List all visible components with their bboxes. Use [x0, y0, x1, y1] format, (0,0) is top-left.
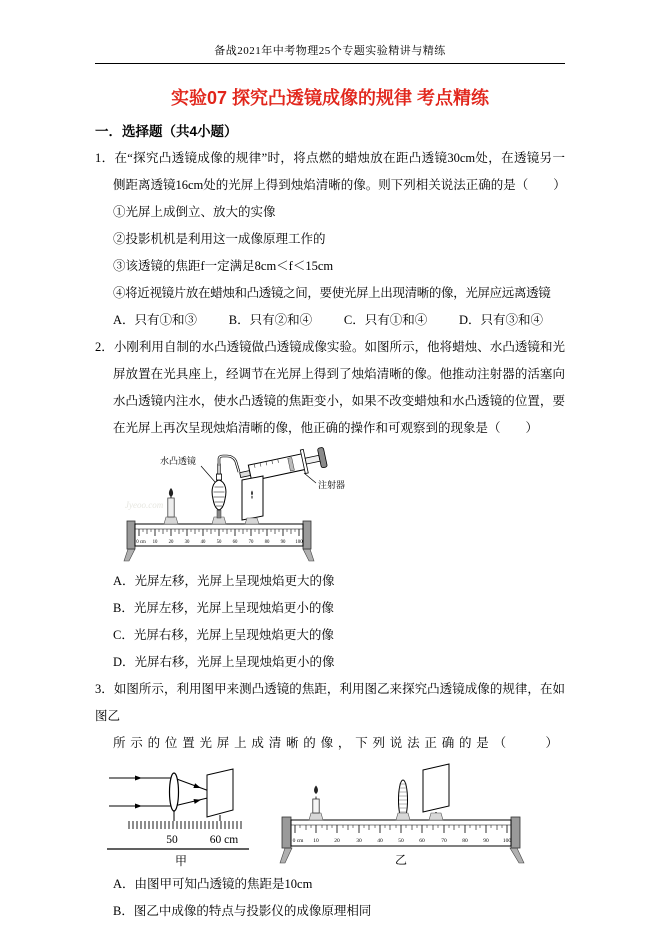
- watermark: Jyeoo.com: [125, 500, 164, 510]
- question-1-options: [95, 307, 565, 334]
- ray-arrow: [194, 797, 202, 803]
- question-2-option-b: B．光屏左移，光屏上呈现烛焰更小的像: [113, 601, 334, 615]
- syringe-rod: [305, 455, 320, 464]
- position-label-60cm: 60 cm: [209, 834, 239, 846]
- ruler-number: 60: [419, 838, 425, 844]
- ruler-number: 70: [248, 540, 254, 545]
- figure-caption-jia: 甲: [174, 854, 188, 868]
- candle-flame: [169, 488, 173, 497]
- question-1-item-4: ④将近视镜片放在蜡烛和凸透镜之间，要使光屏上出现清晰的像，光屏应远离透镜: [113, 286, 551, 300]
- question-2-option-c: C．光屏右移，光屏上呈现烛焰更大的像: [113, 628, 334, 642]
- ruler-number: 100: [295, 540, 303, 545]
- ruler-number: 20: [168, 540, 174, 545]
- ruler-number: 30: [184, 540, 190, 545]
- ruler-number: 10: [152, 540, 158, 545]
- candle: [309, 786, 323, 821]
- screen-board: [207, 769, 233, 817]
- doc-header: [95, 42, 565, 64]
- question-3: [95, 676, 565, 925]
- bench-leg-right: [303, 549, 314, 561]
- ruler-number: 60: [232, 540, 238, 545]
- ruler-number: 50: [216, 540, 222, 545]
- figure-caption-yi: 乙: [394, 853, 408, 867]
- ruler-number: 0 cm: [136, 540, 146, 545]
- question-1: [95, 145, 565, 334]
- bench-cap-right: [511, 817, 520, 848]
- option-d: D．只有③和④: [458, 313, 543, 327]
- position-label-50: 50: [166, 834, 178, 846]
- candle: [164, 488, 178, 524]
- figure-water-lens-bench: [123, 444, 565, 566]
- header-text: 备战2021年中考物理25个专题实验精讲与精练: [214, 45, 446, 57]
- question-3-option-b: B．图乙中成像的特点与投影仪的成像原理相同: [113, 904, 372, 918]
- question-2-option-a: A．光屏左移，光屏上呈现烛焰更大的像: [113, 574, 335, 588]
- ruler-number: 90: [280, 540, 286, 545]
- convex-lens: [170, 773, 179, 811]
- question-2-stem: 2．小刚利用自制的水凸透镜做凸透镜成像实验。如图所示，他将蜡烛、水凸透镜和光屏放置在光具座上，经调节在光屏上得到了烛焰清晰的像。他推动注射器的活塞向水凸透镜内注水，使水凸透镜的焦距变小，如果不改变蜡烛和水凸透镜的位置，要在光屏上再次呈现烛焰清晰的像，他正确的操作和可观察到的现象是（ ）: [95, 340, 565, 435]
- water-lens-experiment-figure: [123, 444, 363, 562]
- question-2-option-d: D．光屏右移，光屏上呈现烛焰更小的像: [113, 655, 335, 669]
- figure-yi-optical-bench: [279, 763, 527, 869]
- ruler-number: 0 cm: [292, 838, 304, 844]
- question-3-option-a: A．由图甲可知凸透镜的焦距是10cm: [113, 877, 313, 891]
- bench-cap-left: [282, 817, 291, 848]
- ruler-number: 40: [200, 540, 206, 545]
- screen-board: [423, 764, 449, 812]
- ray-arrow: [135, 776, 142, 781]
- option-a: A．只有①和③: [113, 313, 198, 327]
- water-lens-label: 水凸透镜: [160, 456, 197, 466]
- screen: [242, 476, 263, 524]
- bench-leg-left: [280, 848, 292, 863]
- ruler-number: 30: [356, 838, 362, 844]
- ray-arrow: [135, 804, 142, 809]
- ruler-number: 50: [398, 838, 404, 844]
- question-3-stem-line2: 所示的位置光屏上成清晰的像，下列说法正确的是（ ）: [113, 736, 563, 750]
- question-1-item-3: ③该透镜的焦距f一定满足8cm＜f＜15cm: [113, 259, 334, 273]
- candle-flame: [314, 786, 318, 795]
- ruler-number: 10: [313, 838, 319, 844]
- question-1-item-1: ①光屏上成倒立、放大的实像: [113, 205, 276, 219]
- convex-lens: [396, 780, 410, 820]
- ruler-number: 80: [264, 540, 270, 545]
- ruler-number: 80: [462, 838, 468, 844]
- page-title: 实验07 探究凸透镜成像的规律 考点精练: [170, 88, 490, 108]
- option-b: B．只有②和④: [228, 313, 313, 327]
- syringe-nozzle: [240, 471, 251, 478]
- bench-leg-left: [124, 549, 135, 561]
- ruler-number: 100: [502, 838, 512, 844]
- ruler-number: 70: [441, 838, 447, 844]
- ruler-number: 40: [377, 838, 383, 844]
- ray-diagram: [109, 776, 222, 809]
- bench-cap-left: [127, 521, 135, 549]
- syringe-label: 注射器: [318, 480, 346, 490]
- option-c: C．只有①和④: [343, 313, 428, 327]
- question-2: [95, 334, 565, 676]
- ruler-ticks: [129, 821, 241, 829]
- bench-cap-right: [303, 521, 311, 549]
- section-heading: 一．选择题（共4小题）: [95, 124, 238, 139]
- lens-label-leader: [201, 466, 215, 482]
- syringe-label-leader: [304, 473, 316, 483]
- lens-valve: [217, 474, 222, 480]
- question-3-stem: [95, 676, 565, 757]
- ray-arrow: [193, 783, 201, 790]
- ruler-number: 20: [334, 838, 340, 844]
- screen: [423, 764, 449, 820]
- bench-leg-right: [510, 848, 524, 863]
- question-3-figures: [103, 763, 565, 869]
- water-lens: [212, 464, 226, 524]
- ruler-number: 90: [483, 838, 489, 844]
- question-3-stem-line1: 3．如图所示，利用图甲来测凸透镜的焦距，利用图乙来探究凸透镜成像的规律，在如图乙: [95, 682, 565, 723]
- question-1-stem: 1．在“探究凸透镜成像的规律”时，将点燃的蜡烛放在距凸透镜30cm处，在透镜另一侧距离透镜16cm处的光屏上得到烛焰清晰的像。则下列相关说法正确的是（ ）: [95, 151, 566, 192]
- question-1-item-2: ②投影机机是利用这一成像原理工作的: [113, 232, 326, 246]
- figure-jia-focal-length: [103, 763, 253, 869]
